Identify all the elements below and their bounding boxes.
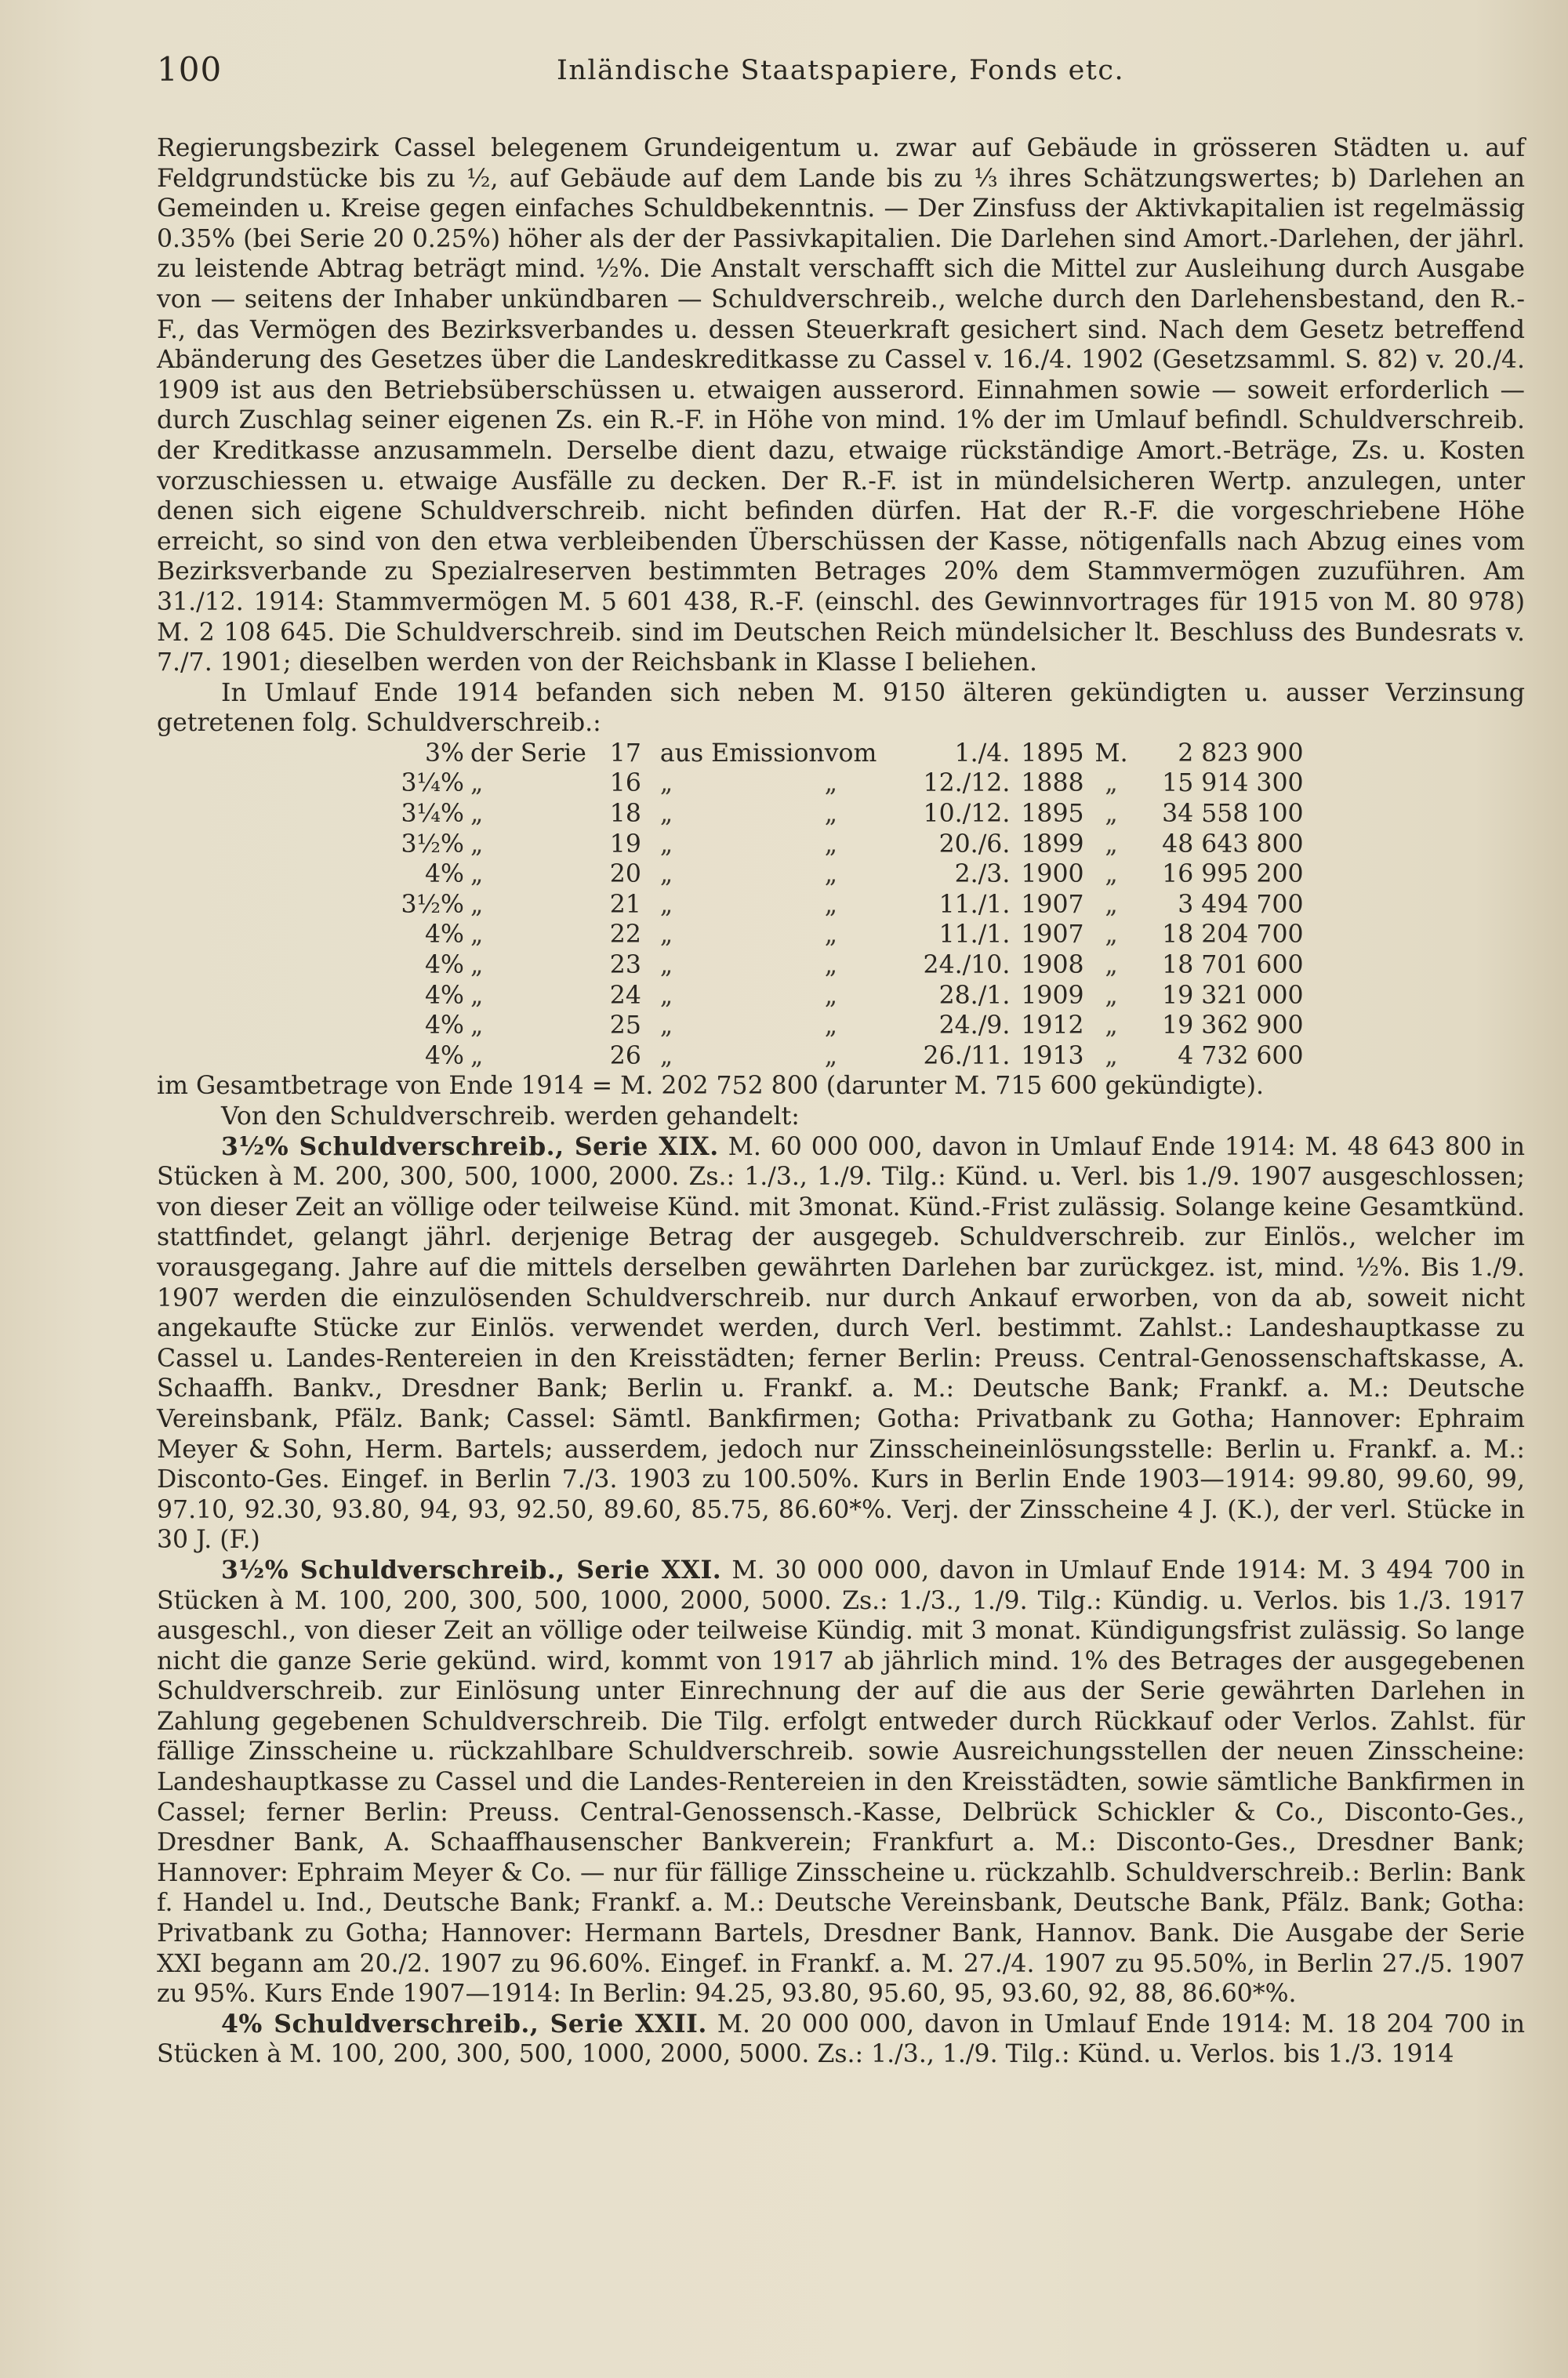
page-header: [157, 50, 1490, 97]
series-rate: 3%: [425, 739, 464, 768]
series-year: 1888: [1021, 769, 1084, 798]
series-date: 28./1.: [938, 981, 1011, 1010]
series-date: 20./6.: [938, 830, 1011, 859]
series-number: 16: [609, 769, 641, 798]
series-date: 26./11.: [923, 1041, 1011, 1070]
serie-xxi-paragraph: [157, 1556, 1525, 2010]
ditto-mark: „: [1105, 1041, 1118, 1070]
series-currency: M.: [1094, 739, 1128, 768]
serie-xix-title: 3½% Schuldverschreib., Serie XIX.: [221, 1131, 719, 1161]
series-from: vom: [824, 739, 877, 768]
series-row: [362, 920, 1304, 950]
series-row: [362, 859, 1304, 890]
series-date: 11./1.: [938, 920, 1011, 949]
handled-line: Von den Schuldverschreib. werden gehandelt:: [221, 1102, 800, 1131]
ditto-mark: „: [470, 860, 484, 889]
series-table: [362, 739, 1304, 1072]
series-row: [362, 950, 1304, 981]
series-number: 17: [609, 739, 641, 768]
series-row: [362, 1011, 1304, 1041]
series-row: [362, 890, 1304, 920]
ditto-mark: „: [470, 890, 484, 919]
ditto-mark: „: [659, 920, 673, 949]
series-label: der Serie: [470, 739, 586, 768]
serie-xxii-text: M. 20 000 000, davon in Umlauf Ende 1914: M. 18 204 700 in Stücken à M. 100, 200, 300, 500, 1000, 2000, 5000. Zs.: 1./3., 1./9. Tilg.: Künd. u. Verlos. bis 1./3. 1914: [157, 2010, 1525, 2069]
series-row: [362, 1041, 1304, 1072]
ditto-mark: „: [1105, 800, 1118, 829]
series-year: 1907: [1021, 890, 1084, 919]
series-year: 1900: [1021, 860, 1084, 889]
series-number: 18: [609, 800, 641, 829]
circulation-intro: In Umlauf Ende 1914 befanden sich neben M. 9150 älteren gekündigten u. ausser Verzinsung getretenen folg. Schuldverschreib.:: [157, 678, 1525, 738]
series-table-body: [362, 739, 1304, 1072]
series-year: 1913: [1021, 1041, 1084, 1070]
series-number: 20: [609, 860, 641, 889]
serie-xix-paragraph: [157, 1132, 1525, 1556]
ditto-mark: „: [1105, 890, 1118, 919]
series-amount: 19 321 000: [1162, 981, 1304, 1010]
ditto-mark: „: [470, 1041, 484, 1070]
serie-xxi-text: M. 30 000 000, davon in Umlauf Ende 1914: M. 3 494 700 in Stücken à M. 100, 200, 300, 500, 1000, 2000, 5000. Zs.: 1./3., 1./9. Tilg.: Kündig. u. Verlos. bis 1./3. 1917 ausgeschl., von dieser Zeit an völlige oder teilweise Kündig. mit 3 monat. Kündigungsfrist zulässig. So lange nicht die ganze Serie gekünd. wird, kommt von 1917 ab jährlich mind. 1% des Betrages der ausgegebenen Schuldverschreib. zur Einlösung unter Einrechnung der auf die aus der Serie gewährten Darlehen in Zahlung gegebenen Schuldverschreib. Die Tilg. erfolgt entweder durch Rückkauf oder Verlos. Zahlst. für fällige Zinsscheine u. rückzahlbare Schuldverschreib. sowie Ausreichungsstellen der neuen Zinsscheine: Landeshauptkasse zu Cassel und die Landes-Rentereien in den Kreisstädten, sowie sämtliche Bankfirmen in Cassel; ferner Berlin: Preuss. Central-Genossensch.-Kasse, Delbrück Schickler & Co., Disconto-Ges., Dresdner Bank, A. Schaaffhausenscher Bankverein; Frankfurt a. M.: Disconto-Ges., Dresdner Bank; Hannover: Ephraim Meyer & Co. — nur für fällige Zinsscheine u. rückzahlb. Schuldverschreib.: Berlin: Bank f. Handel u. Ind., Deutsche Bank; Frankf. a. M.: Deutsche Vereinsbank, Deutsche Bank, Pfälz. Bank; Gotha: Privatbank zu Gotha; Hannover: Hermann Bartels, Dresdner Bank, Hannov. Bank. Die Ausgabe der Serie XXI begann am 20./2. 1907 zu 96.60%. Eingef. in Frankf. a. M. 27./4. 1907 zu 95.50%, in Berlin 27./5. 1907 zu 95%. Kurs Ende 1907—1914: In Berlin: 94.25, 93.80, 95.60, 95, 93.60, 92, 88, 86.60*%.: [157, 1556, 1525, 2009]
ditto-mark: „: [1105, 769, 1118, 798]
ditto-mark: „: [659, 1011, 673, 1040]
ditto-mark: „: [824, 981, 838, 1010]
ditto-mark: „: [824, 951, 838, 980]
series-row: [362, 799, 1304, 830]
total-line: im Gesamtbetrage von Ende 1914 = M. 202 752 800 (darunter M. 715 600 gekündigte).: [157, 1072, 1265, 1101]
series-row: [362, 981, 1304, 1011]
ditto-mark: „: [824, 860, 838, 889]
series-amount: 2 823 900: [1178, 739, 1304, 768]
ditto-mark: „: [824, 1011, 838, 1040]
ditto-mark: „: [470, 1011, 484, 1040]
ditto-mark: „: [824, 890, 838, 919]
ditto-mark: „: [824, 800, 838, 829]
ditto-mark: „: [659, 860, 673, 889]
series-amount: 34 558 100: [1162, 800, 1304, 829]
series-year: 1907: [1021, 920, 1084, 949]
ditto-mark: „: [1105, 830, 1118, 859]
ditto-mark: „: [824, 1041, 838, 1070]
series-number: 26: [609, 1041, 641, 1070]
ditto-mark: „: [659, 951, 673, 980]
series-year: 1909: [1021, 981, 1084, 1010]
ditto-mark: „: [659, 769, 673, 798]
series-row: [362, 739, 1304, 769]
series-amount: 18 701 600: [1162, 951, 1304, 980]
ditto-mark: „: [470, 800, 484, 829]
ditto-mark: „: [659, 1041, 673, 1070]
series-rate: 4%: [425, 860, 464, 889]
series-rate: 3¼%: [401, 800, 464, 829]
page-number: 100: [157, 50, 223, 89]
ditto-mark: „: [824, 830, 838, 859]
intro-paragraph: Regierungsbezirk Cassel belegenem Grundeigentum u. zwar auf Gebäude in grösseren Städten u. auf Feldgrundstücke bis zu ½, auf Gebäude auf dem Lande bis zu ⅓ ihres Schätzungswertes; b) Darlehen an Gemeinden u. Kreise gegen einfaches Schuldbekenntnis. — Der Zinsfuss der Aktivkapitalien ist regelmässig 0.35% (bei Serie 20 0.25%) höher als der der Passivkapitalien. Die Darlehen sind Amort.-Darlehen, der jährl. zu leistende Abtrag beträgt mind. ½%. Die Anstalt verschafft sich die Mittel zur Ausleihung durch Ausgabe von — seitens der Inhaber unkündbaren — Schuldverschreib., welche durch den Darlehensbestand, den R.-F., das Vermögen des Bezirksverbandes u. dessen Steuerkraft gesichert sind. Nach dem Gesetz betreffend Abänderung des Gesetzes über die Landeskreditkasse zu Cassel v. 16./4. 1902 (Gesetzsamml. S. 82) v. 20./4. 1909 ist aus den Betriebsüberschüssen u. etwaigen ausserord. Einnahmen sowie — soweit erforderlich — durch Zuschlag seiner eigenen Zs. ein R.-F. in Höhe von mind. 1% der im Umlauf befindl. Schuldverschreib. der Kreditkasse anzusammeln. Derselbe dient dazu, etwaige rückständige Amort.-Beträge, Zs. u. Kosten vorzuschiessen u. etwaige Ausfälle zu decken. Der R.-F. ist in mündelsicheren Wertp. anzulegen, unter denen sich eigene Schuldverschreib. nicht befinden dürfen. Hat der R.-F. die vorgeschriebene Höhe erreicht, so sind von den etwa verbleibenden Überschüssen der Kasse, nötigenfalls nach Abzug eines vom Bezirksverbande zu Spezialreserven bestimmten Betrages 20% dem Stammvermögen zuzuführen. Am 31./12. 1914: Stammvermögen M. 5 601 438, R.-F. (einschl. des Gewinnvortrages für 1915 von M. 80 978) M. 2 108 645. Die Schuldverschreib. sind im Deutschen Reich mündelsicher lt. Beschluss des Bundesrats v. 7./7. 1901; dieselben werden von der Reichsbank in Klasse I beliehen.: [157, 134, 1525, 677]
series-amount: 15 914 300: [1162, 769, 1304, 798]
series-rate: 4%: [425, 981, 464, 1010]
series-amount: 18 204 700: [1162, 920, 1304, 949]
ditto-mark: „: [1105, 981, 1118, 1010]
ditto-mark: „: [470, 920, 484, 949]
series-year: 1912: [1021, 1011, 1084, 1040]
series-row: [362, 830, 1304, 860]
series-year: 1899: [1021, 830, 1084, 859]
series-number: 22: [609, 920, 641, 949]
series-rate: 4%: [425, 1011, 464, 1040]
ditto-mark: „: [824, 769, 838, 798]
serie-xix-text: M. 60 000 000, davon in Umlauf Ende 1914: M. 48 643 800 in Stücken à M. 200, 300, 500, 1000, 2000. Zs.: 1./3., 1./9. Tilg.: Künd. u. Verl. bis 1./9. 1907 ausgeschlossen; von dieser Zeit an völlige oder teilweise Künd. mit 3monat. Künd.-Frist zulässig. Solange keine Gesamtkünd. stattfindet, gelangt jährl. derjenige Betrag der ausgegeb. Schuldverschreib. zur Einlös., welcher im vorausgegang. Jahre auf die mittels derselben gewährten Darlehen bar zurückgez. ist, mind. ½%. Bis 1./9. 1907 werden die einzulösenden Schuldverschreib. nur durch Ankauf erworben, von da ab, soweit nicht angekaufte Stücke zur Einlös. verwendet werden, durch Verl. bestimmt. Zahlst.: Landeshauptkasse zu Cassel u. Landes-Rentereien in den Kreisstädten; ferner Berlin: Preuss. Central-Genossenschaftskasse, A. Schaaffh. Bankv., Dresdner Bank; Berlin u. Frankf. a. M.: Deutsche Bank; Frankf. a. M.: Deutsche Vereinsbank, Pfälz. Bank; Cassel: Sämtl. Bankfirmen; Gotha: Privatbank zu Gotha; Hannover: Ephraim Meyer & Sohn, Herm. Bartels; ausserdem, jedoch nur Zinsscheineinlösungsstelle: Berlin u. Frankf. a. M.: Disconto-Ges. Eingef. in Berlin 7./3. 1903 zu 100.50%. Kurs in Berlin Ende 1903—1914: 99.80, 99.60, 99, 97.10, 92.30, 93.80, 94, 93, 92.50, 89.60, 85.75, 86.60*%. Verj. der Zinsscheine 4 J. (K.), der verl. Stücke in 30 J. (F.): [157, 1132, 1526, 1555]
ditto-mark: „: [659, 981, 673, 1010]
ditto-mark: „: [1105, 860, 1118, 889]
page-body: [157, 133, 1525, 2070]
series-date: 1./4.: [954, 739, 1011, 768]
ditto-mark: „: [824, 920, 838, 949]
ditto-mark: „: [470, 769, 484, 798]
ditto-mark: „: [659, 800, 673, 829]
series-amount: 19 362 900: [1162, 1011, 1304, 1040]
series-rate: 3¼%: [401, 769, 464, 798]
series-number: 21: [609, 890, 641, 919]
ditto-mark: „: [470, 830, 484, 859]
series-rate: 4%: [425, 951, 464, 980]
serie-xxi-title: 3½% Schuldverschreib., Serie XXI.: [221, 1555, 722, 1585]
series-date: 24./9.: [938, 1011, 1011, 1040]
series-date: 2./3.: [954, 860, 1011, 889]
series-year: 1895: [1021, 739, 1084, 768]
ditto-mark: „: [470, 981, 484, 1010]
serie-xxii-title: 4% Schuldverschreib., Serie XXII.: [221, 2009, 707, 2039]
series-year: 1908: [1021, 951, 1084, 980]
ditto-mark: „: [1105, 920, 1118, 949]
series-rate: 4%: [425, 1041, 464, 1070]
series-amount: 16 995 200: [1162, 860, 1304, 889]
series-rate: 3½%: [401, 890, 464, 919]
running-title: Inländische Staatspapiere, Fonds etc.: [557, 55, 1125, 86]
series-number: 23: [609, 951, 641, 980]
ditto-mark: „: [659, 830, 673, 859]
series-number: 24: [609, 981, 641, 1010]
series-date: 11./1.: [938, 890, 1011, 919]
series-rate: 4%: [425, 920, 464, 949]
ditto-mark: „: [1105, 1011, 1118, 1040]
series-number: 25: [609, 1011, 641, 1040]
series-date: 12./12.: [923, 769, 1011, 798]
series-date: 10./12.: [923, 800, 1011, 829]
series-issue: aus Emission: [659, 739, 825, 768]
series-amount: 3 494 700: [1178, 890, 1304, 919]
series-amount: 48 643 800: [1162, 830, 1304, 859]
ditto-mark: „: [659, 890, 673, 919]
ditto-mark: „: [470, 951, 484, 980]
series-rate: 3½%: [401, 830, 464, 859]
series-year: 1895: [1021, 800, 1084, 829]
ditto-mark: „: [1105, 951, 1118, 980]
series-date: 24./10.: [923, 951, 1011, 980]
serie-xxii-paragraph: [157, 2010, 1525, 2070]
series-row: [362, 768, 1304, 799]
series-amount: 4 732 600: [1178, 1041, 1304, 1070]
series-number: 19: [609, 830, 641, 859]
